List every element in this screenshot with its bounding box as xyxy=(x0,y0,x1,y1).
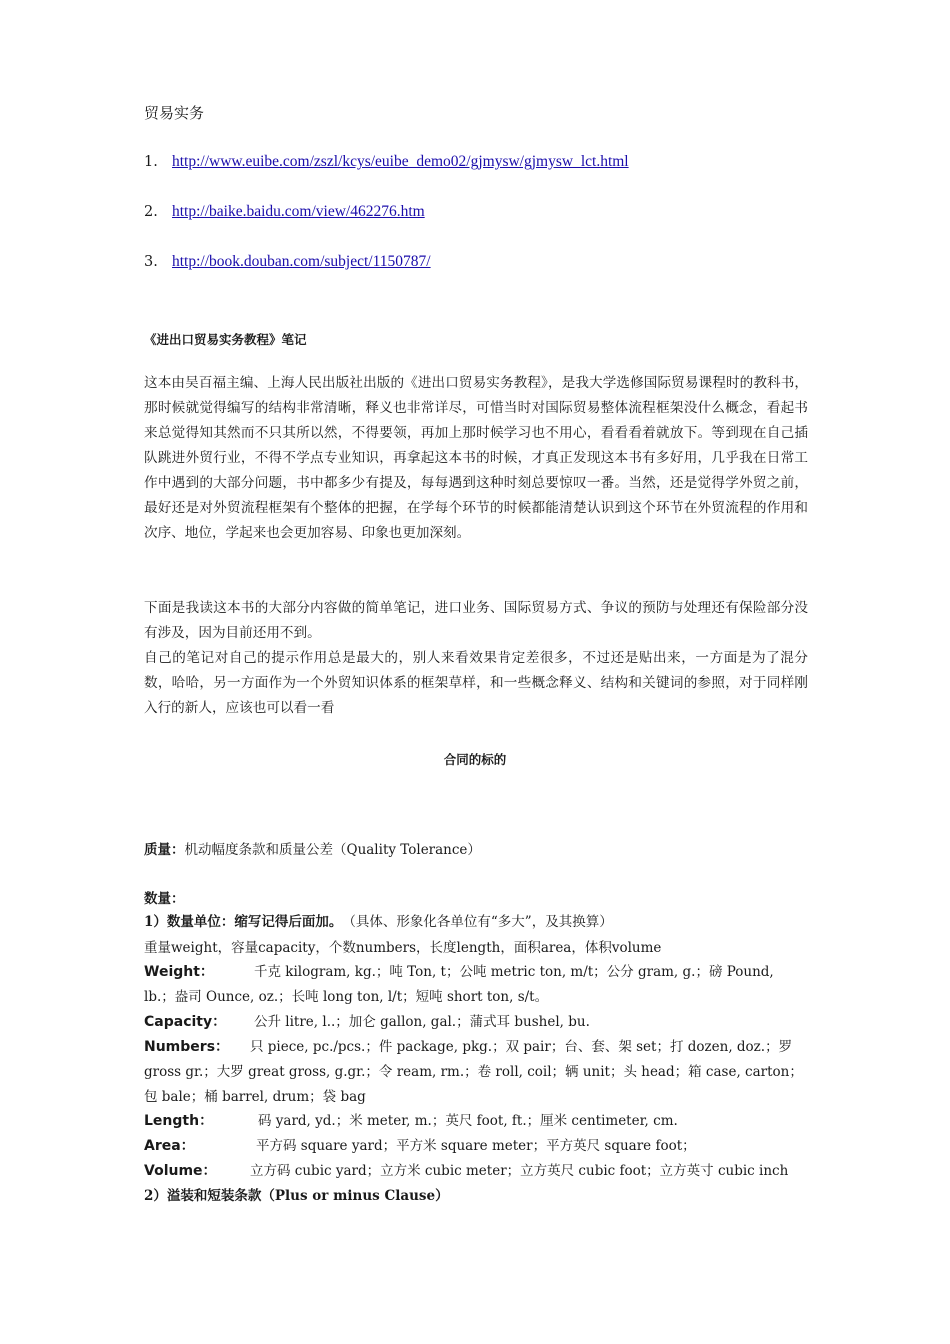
quantity-heading xyxy=(144,889,808,909)
quantity-item-1-label: 1）数量单位：缩写记得后面加。 xyxy=(144,914,343,930)
reference-item xyxy=(144,153,629,171)
reference-number: 3. xyxy=(144,254,158,270)
unit-text: 平方码 square yard；平方米 square meter；平方英尺 square foot； xyxy=(256,1138,696,1154)
unit-row-numbers xyxy=(144,1035,808,1110)
document-title: 贸易实务 xyxy=(144,104,205,122)
quantity-label: 数量： xyxy=(144,891,185,907)
reference-link[interactable]: http://book.douban.com/subject/1150787/ xyxy=(172,253,431,270)
reference-item xyxy=(144,203,425,221)
unit-text: 公升 litre, l..；加仑 gallon, gal.；蒲式耳 bushel, bu. xyxy=(254,1014,590,1030)
reference-link[interactable]: http://baike.baidu.com/view/462276.htm xyxy=(172,203,425,220)
unit-label: Weight： xyxy=(144,964,214,980)
unit-label: Numbers： xyxy=(144,1039,230,1055)
section-title: 合同的标的 xyxy=(443,752,507,767)
notes-paragraph-part-1: 下面是我读这本书的大部分内容做的简单笔记，进口业务、国际贸易方式、争议的预防与处理还有保险部分没有涉及，因为目前还用不到。 xyxy=(144,600,808,641)
quality-line xyxy=(144,840,808,860)
unit-text: 只 piece, pc./pcs.；件 package, pkg.；双 pair；台、套、架 set；打 dozen, doz.；罗 gross gr.；大罗 great gross, g.gr.；令 ream, rm.；卷 roll, coil；辆 unit；头 head；箱 case, carton；包 bale；桶 barrel, drum；袋 bag xyxy=(144,1039,803,1105)
quantity-item-1-note: （具体、形象化各单位有“多大”，及其换算） xyxy=(342,914,613,930)
unit-text: 千克 kilogram, kg.；吨 Ton, t；公吨 metric ton, m/t；公分 gram, g.；磅 Pound, lb.；盎司 Ounce, oz.；长吨 long ton, l/t；短吨 short ton, s/t。 xyxy=(144,964,774,1005)
unit-label: Length： xyxy=(144,1113,214,1129)
unit-categories-line xyxy=(144,938,808,958)
reference-item xyxy=(144,253,431,271)
unit-text: 码 yard, yd.；米 meter, m.；英尺 foot, ft.；厘米 centimeter, cm. xyxy=(258,1113,678,1129)
quality-text: 机动幅度条款和质量公差（Quality Tolerance） xyxy=(184,842,481,858)
unit-row-area xyxy=(144,1136,808,1156)
reference-link[interactable]: http://www.euibe.com/zszl/kcys/euibe_demo02/gjmysw/gjmysw_lct.html xyxy=(172,153,629,170)
notes-paragraph xyxy=(144,596,808,721)
unit-label: Area： xyxy=(144,1138,195,1154)
quality-label: 质量： xyxy=(144,842,185,858)
unit-row-weight xyxy=(144,960,808,1010)
unit-categories: 重量weight，容量capacity，个数numbers，长度length，面积area，体积volume xyxy=(144,940,662,956)
intro-paragraph: 这本由吴百福主编、上海人民出版社出版的《进出口贸易实务教程》，是我大学选修国际贸易课程时的教科书，那时候就觉得编写的结构非常清晰，释义也非常详尽，可惜当时对国际贸易整体流程框架没什么概念，看起书来总觉得知其然而不只其所以然，不得要领，再加上那时候学习也不用心，看看看着就放下。等到现在自己插队跳进外贸行业，不得不学点专业知识，再拿起这本书的时候，才真正发现这本书有多好用，几乎我在日常工作中遇到的大部分问题，书中都多少有提及，每每遇到这种时刻总要惊叹一番。当然，还是觉得学外贸之前，最好还是对外贸流程框架有个整体的把握，在学每个环节的时候都能清楚认识到这个环节在外贸流程的作用和次序、地位，学起来也会更加容易、印象也更加深刻。 xyxy=(144,375,808,541)
unit-row-volume xyxy=(144,1161,808,1181)
quantity-item-2-label: 2）溢装和短装条款（Plus or minus Clause） xyxy=(144,1188,449,1204)
quantity-item-1 xyxy=(144,912,808,932)
quantity-item-2 xyxy=(144,1186,808,1206)
reference-number: 2. xyxy=(144,204,158,220)
notes-paragraph-part-2: 自己的笔记对自己的提示作用总是最大的，别人来看效果肯定差很多，不过还是贴出来，一方面是为了混分数，哈哈，另一方面作为一个外贸知识体系的框架草样，和一些概念释义、结构和关键词的参照，对于同样刚入行的新人，应该也可以看一看 xyxy=(144,650,808,716)
unit-row-length xyxy=(144,1111,808,1131)
unit-row-capacity xyxy=(144,1012,808,1032)
unit-label: Capacity： xyxy=(144,1014,227,1030)
reference-number: 1. xyxy=(144,154,158,170)
unit-label: Volume： xyxy=(144,1163,217,1179)
note-title: 《进出口贸易实务教程》笔记 xyxy=(144,332,307,347)
unit-text: 立方码 cubic yard；立方米 cubic meter；立方英尺 cubic foot；立方英寸 cubic inch xyxy=(250,1163,789,1179)
